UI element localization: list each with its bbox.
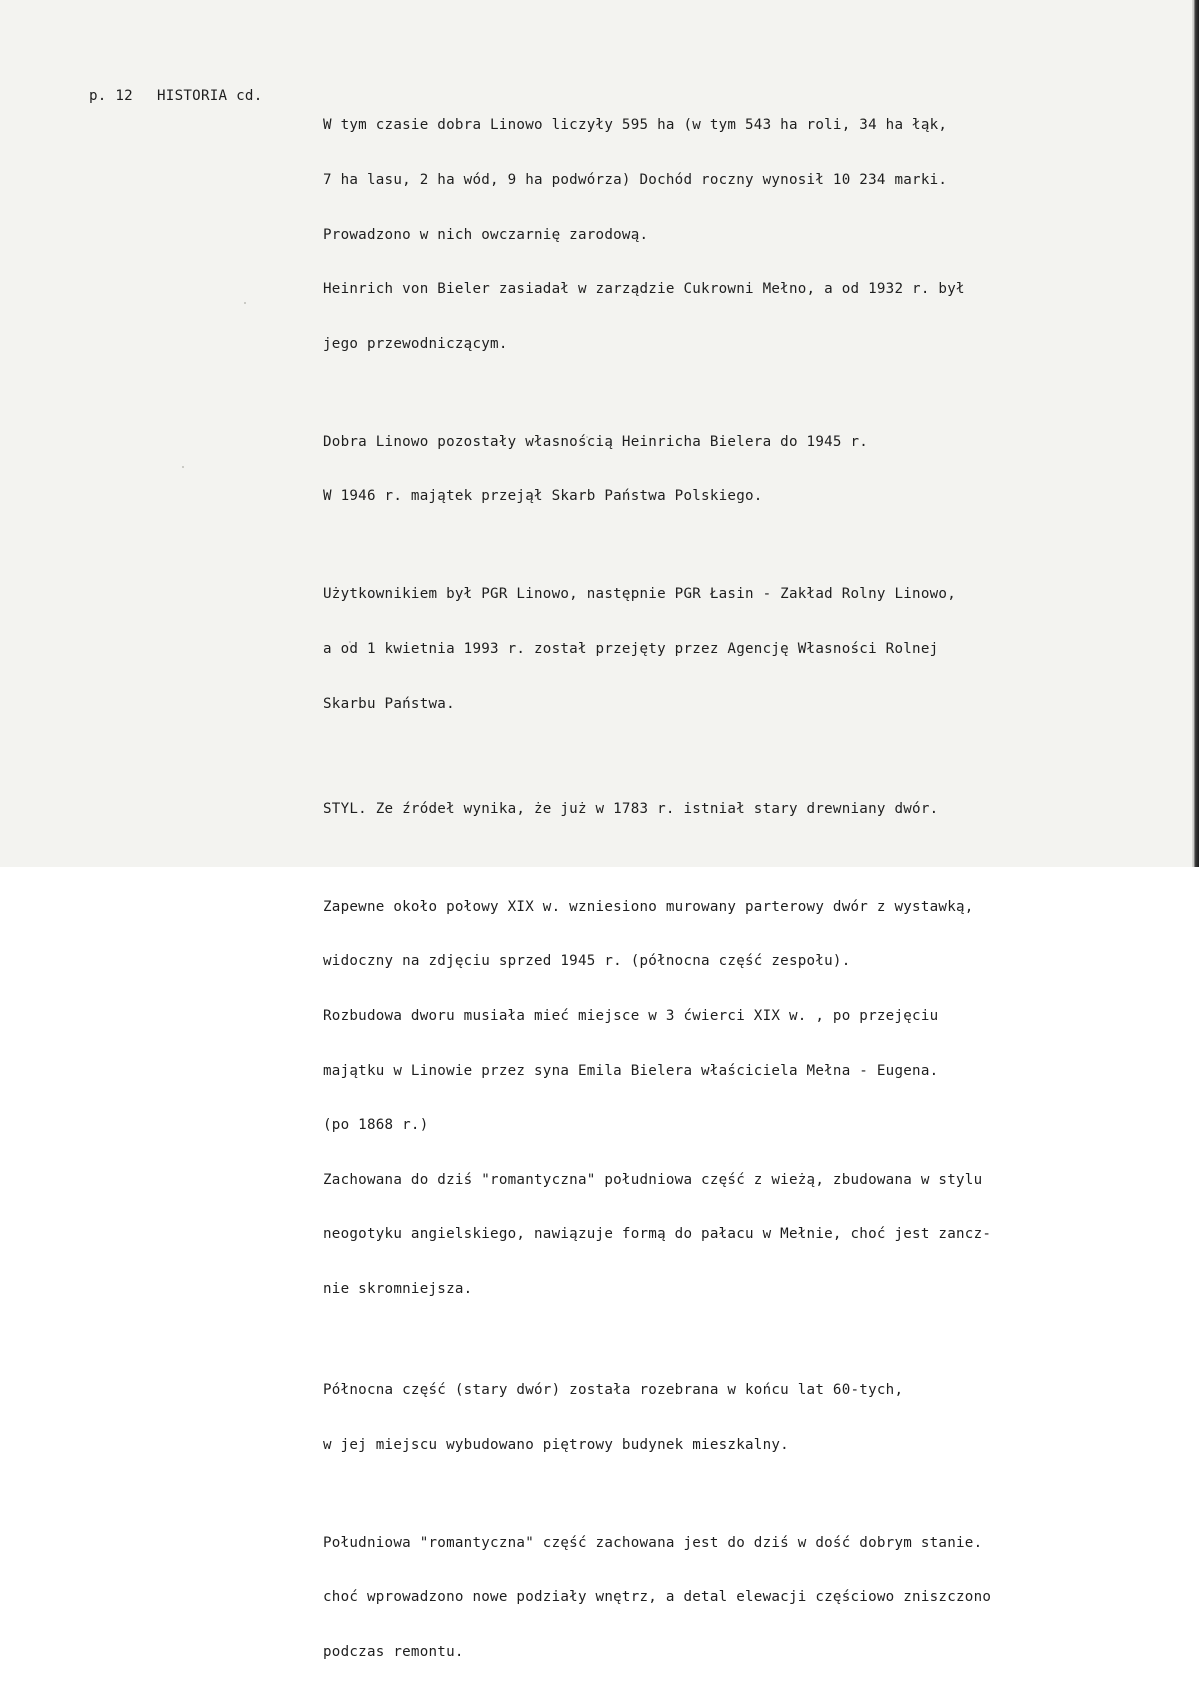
paragraph-demolition <box>323 1345 1183 1491</box>
text-line: Zapewne około połowy XIX w. wzniesiono murowany parterowy dwór z wystawką, <box>323 898 974 915</box>
text-line: Północna część (stary dwór) została rozebrana w końcu lat 60-tych, <box>323 1382 904 1399</box>
text-line: widoczny na zdjęciu sprzed 1945 r. (północna część zespołu). <box>323 953 851 970</box>
page-reference: p. 12 <box>89 88 133 104</box>
paragraph-estate-data <box>323 80 1183 389</box>
text-line: a od 1 kwietnia 1993 r. został przejęty przez Agencję Własności Rolnej <box>323 641 939 658</box>
paragraph-style <box>323 763 1183 854</box>
paragraph-users <box>323 549 1183 749</box>
text-line: STYL. Ze źródeł wynika, że już w 1783 r. istniał stary drewniany dwór. <box>323 800 939 817</box>
text-line: choć wprowadzono nowe podziały wnętrz, a detal elewacji częściowo zniszczono <box>323 1589 992 1606</box>
text-line: Heinrich von Bieler zasiadał w zarządzie Cukrowni Mełno, a od 1932 r. był <box>323 281 965 298</box>
text-line: 7 ha lasu, 2 ha wód, 9 ha podwórza) Dochód roczny wynosił 10 234 marki. <box>323 172 948 189</box>
text-line: Skarbu Państwa. <box>323 695 455 712</box>
text-line: majątku w Linowie przez syna Emila Bielera właściciela Mełna - Eugena. <box>323 1062 939 1079</box>
text-line: W 1946 r. majątek przejął Skarb Państwa Polskiego. <box>323 488 763 505</box>
text-line: podczas remontu. <box>323 1643 464 1660</box>
text-line: Południowa "romantyczna" część zachowana jest do dziś w dość dobrym stanie. <box>323 1534 983 1551</box>
paragraph-construction <box>323 861 1183 1334</box>
text-line: Zachowana do dziś "romantyczna" południowa część z wieżą, zbudowana w stylu <box>323 1171 983 1188</box>
body-text <box>323 80 1183 1704</box>
text-line: nie skromniejsza. <box>323 1281 473 1297</box>
paragraph-condition <box>323 1497 1183 1697</box>
scan-speck <box>244 302 246 304</box>
text-line: (po 1868 r.) <box>323 1117 429 1134</box>
text-line: Rozbudowa dworu musiała mieć miejsce w 3 ćwierci XIX w. , po przejęciu <box>323 1007 939 1024</box>
paragraph-ownership <box>323 396 1183 542</box>
scan-speck <box>182 466 184 468</box>
text-line: neogotyku angielskiego, nawiązuje formą do pałacu w Mełnie, choć jest zancz- <box>323 1226 992 1243</box>
text-line: jego przewodniczącym. <box>323 335 508 352</box>
text-line: Prowadzono w nich owczarnię zarodową. <box>323 226 649 243</box>
text-line: Użytkownikiem był PGR Linowo, następnie PGR Łasin - Zakład Rolny Linowo, <box>323 586 956 603</box>
text-line: W tym czasie dobra Linowo liczyły 595 ha (w tym 543 ha roli, 34 ha łąk, <box>323 117 948 134</box>
text-line: Dobra Linowo pozostały własnością Heinricha Bielera do 1945 r. <box>323 433 869 450</box>
text-line: w jej miejscu wybudowano piętrowy budynek mieszkalny. <box>323 1436 789 1453</box>
scan-border <box>1193 0 1199 867</box>
section-label: HISTORIA cd. <box>157 88 263 104</box>
